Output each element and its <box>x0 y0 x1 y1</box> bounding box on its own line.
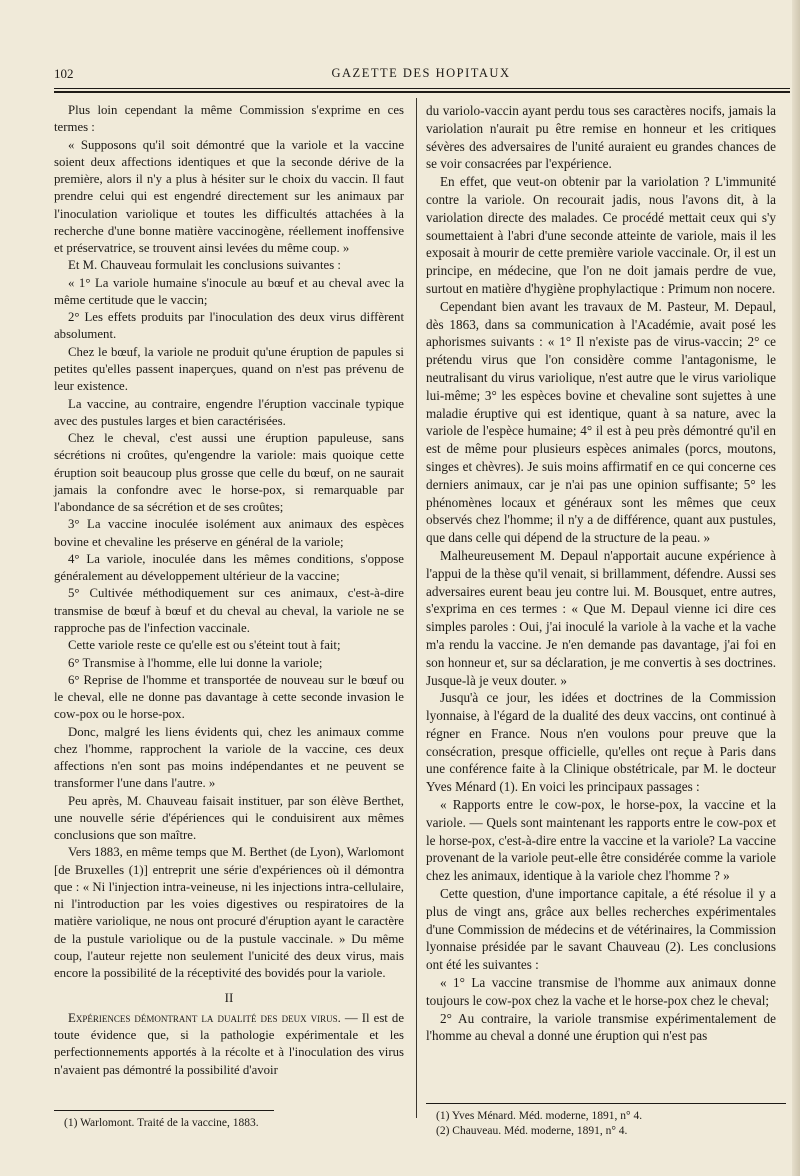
page-edge <box>792 0 800 1176</box>
paragraph: Cette question, d'une importance capitale, a été résolue il y a plus de vingt ans, grâce aux belles recherches expérimentales d'une Commission de médecins et de vétérinaires, la Commission lyonnaise présidée par le savant Chauveau (2). Les conclusions ont été les suivantes : <box>426 886 776 973</box>
section-heading: Expériences démontrant la dualité des deux virus. <box>68 1010 341 1025</box>
paragraph: « Rapports entre le cow-pox, le horse-pox, la vaccine et la variole. — Quels sont maintenant les rapports entre le cow-pox et le horse-pox, c'est-à-dire entre la vaccine et la variole? La vaccine provenant de la variole peut-elle être considérée comme la variole chez les animaux, identique à la variole chez l'homme ? » <box>426 797 776 884</box>
footnote: (1) Yves Ménard. Méd. moderne, 1891, n° 4. <box>436 1110 643 1122</box>
paragraph: Jusqu'à ce jour, les idées et doctrines de la Commission lyonnaise, à l'égard de la dualité des deux vaccins, ont continué à régner en France. Nous n'en voulons pour preuve que la consécration, presque officielle, qu'elles ont reçue à Paris dans une conférence faite à la Clinique obstétricale, par M. le docteur Yves Ménard (1). En voici les principaux passages : <box>426 690 776 795</box>
paragraph: 5° Cultivée méthodiquement sur ces animaux, c'est-à-dire transmise de bœuf à bœuf et du cheval au cheval, la variole ne se rapproche pas de l'infection vaccinale. <box>54 586 404 635</box>
paragraph: 6° Reprise de l'homme et transportée de nouveau sur le bœuf ou le cheval, elle ne donne pas davantage à cette seconde invasion le cow-pox ou le horse-pox. <box>54 672 404 722</box>
paragraph: En effet, que veut-on obtenir par la variolation ? L'immunité contre la variole. On recourait jadis, nous l'avons dit, à la variolation directe des malades. Ce procédé mettait ceux qui s'y soumettaient à l'abri d'une seconde atteinte de variole, mais il les exposait à mourir de cette première variole vaccinale. Or, il est un principe, en médecine, que l'on ne doit jamais perdre de vue, surtout en matière d'hygiène prophylactique : Primum non nocere. <box>426 174 776 296</box>
journal-title: GAZETTE DES HOPITAUX <box>331 66 511 80</box>
paragraph: du variolo-vaccin ayant perdu tous ses caractères nocifs, jamais la variolation n'aurait pu être remise en honneur et les critiques sévères des adversaires de l'unité auraient eu grandes chances de se voir consacrées par l'expérience. <box>426 103 776 172</box>
section-paragraph <box>54 1010 404 1079</box>
paragraph: 6° Transmise à l'homme, elle lui donne la variole; <box>68 655 323 670</box>
footnotes-right <box>426 1103 776 1139</box>
paragraph: « 1° La variole humaine s'inocule au bœuf et au cheval avec la même certitude que le vaccin; <box>54 275 404 307</box>
paragraph: 2° Les effets produits par l'inoculation des deux virus diffèrent absolument. <box>54 310 404 342</box>
paragraph: Donc, malgré les liens évidents qui, chez les animaux comme chez l'homme, rapprochent la variole de la vaccine, ces deux affections n'en sont pas moins indépendantes et ne peuvent se transformer l'une dans l'autre. » <box>54 724 404 791</box>
paragraph: 3° La vaccine inoculée isolément aux animaux des espèces bovine et chevaline les préserve en général de la variole; <box>54 517 404 549</box>
paragraph: Cependant bien avant les travaux de M. Pasteur, M. Depaul, dès 1863, dans sa communication à l'Académie, avait posé les aphorismes suivants : « 1° Il n'existe pas de virus-vaccin; 2° ce prétendu virus que l'on considère comme l'antagonisme, le neutralisant du virus variolique, n'est autre que le virus variolique lui-même; 3° les espèces bovine et chevaline sont sujettes à une maladie éruptive qui est identique, quant à sa nature, avec la variole de l'espèce humaine; 4° il est à peu près démontré qu'il en est de même pour plusieurs espèces animales (porcs, moutons, singes et chèvres). Je suis moins affirmatif en ce qui concerne ces derniers animaux, car je n'ai pas une opinion suffisante; 5° les phénomènes locaux et généraux sont les mêmes que ceux observés chez l'homme; il n'y a de différence, quant aux pustules, que dans celle qui dépend de la structure de la peau. » <box>426 298 776 546</box>
paragraph: Chez le cheval, c'est aussi une éruption papuleuse, sans sécrétions ni croûtes, qu'engendre la variole: mais quoique cette éruption soit beaucoup plus grosse que celle du bœuf, on ne saurait jamais la confondre avec le horse-pox, si remarquable par l'abondance de sa sécrétion et de ses croûtes; <box>54 431 404 515</box>
footnote: (2) Chauveau. Méd. moderne, 1891, n° 4. <box>436 1125 628 1137</box>
left-column <box>54 102 404 1079</box>
column-divider <box>416 98 417 1118</box>
section-text: — Il est de toute évidence que, si la pathologie expérimentale et les perfectionnements apportés à la récolte et à l'inoculation des virus n'avaient pas démontré la possibilité d'avoir <box>54 1010 405 1077</box>
paragraph: Peu après, M. Chauveau faisait instituer, par son élève Berthet, une nouvelle série d'épériences qui le conduisirent aux mêmes conclusions que son maître. <box>54 793 404 843</box>
footnote: (1) Warlomont. Traité de la vaccine, 1883. <box>64 1117 259 1129</box>
header-rule-double <box>54 91 790 93</box>
paragraph: Et M. Chauveau formulait les conclusions suivantes : <box>68 258 341 273</box>
footnotes-left <box>54 1110 404 1131</box>
footnote-rule <box>54 1110 274 1111</box>
right-column <box>426 102 776 1045</box>
paragraph: La vaccine, au contraire, engendre l'éruption vaccinale typique avec des pustules larges et bien caractérisées. <box>54 396 404 428</box>
page-number: 102 <box>54 66 74 81</box>
page-header <box>54 62 788 84</box>
paragraph: « 1° La vaccine transmise de l'homme aux animaux donne toujours le cow-pox chez la vache et le horse-pox chez le cheval; <box>426 975 776 1008</box>
paragraph: 2° Au contraire, la variole transmise expérimentalement de l'homme au cheval a donné une éruption qui n'est pas <box>426 1010 776 1044</box>
paragraph: Chez le bœuf, la variole ne produit qu'une éruption de papules si petites qu'elles passent inaperçues, quand on n'est pas prévenu de leur existence. <box>54 344 404 394</box>
paragraph: Cette variole reste ce qu'elle est ou s'éteint tout à fait; <box>68 638 341 653</box>
paragraph: Vers 1883, en même temps que M. Berthet (de Lyon), Warlomont [de Bruxelles (1)] entreprit une série d'expériences où il démontra que : « Ni l'injection intra-veineuse, ni les injections intra-cellulaire, ni l'introduction par les voies digestives ou respiratoires de la matière variolique, ne nous ont procuré d'éruption ayant le caractère de la pustule variolique ou de la pustule vaccinale. » Du même coup, l'auteur rejette non seulement l'unicité des deux virus, mais encore la possibilité de la réceptivité des bovidés pour la variole. <box>54 845 404 981</box>
paragraph: Malheureusement M. Depaul n'apportait aucune expérience à l'appui de la thèse qu'il venait, si brillamment, défendre. Aussi ses adversaires eurent beau jeu contre lui. M. Bousquet, entre autres, s'exprima en ces termes : « Que M. Depaul vienne ici dire ces simples paroles : Oui, j'ai inoculé la variole à la vache et la vache m'a rendu la vaccine. Je n'en demande pas davantage, j'ai foi en son honneur et, sur sa déclaration, je me convertis à ses doctrines. Jusque-là je veux douter. » <box>426 547 776 688</box>
paragraph: 4° La variole, inoculée dans les mêmes conditions, s'oppose généralement au développement ultérieur de la vaccine; <box>54 551 404 584</box>
footnote-rule <box>426 1103 786 1104</box>
header-rule <box>54 88 790 89</box>
paragraph: Plus loin cependant la même Commission s'exprime en ces termes : <box>54 103 404 135</box>
section-number: II <box>224 989 234 1005</box>
paragraph: « Supposons qu'il soit démontré que la variole et la vaccine soient deux affections identiques et que la seconde dérive de la première, alors il n'y a plus à hésiter sur le choix du vaccin. Il faut prendre celui qui est engendré directement sur les animaux par l'inoculation variolique et toutes les difficultés attachées à la recherche d'une bonne matière vaccinogène, réellement inoffensive et préservatrice, se trouvent ainsi levées du même coup. » <box>54 137 404 256</box>
